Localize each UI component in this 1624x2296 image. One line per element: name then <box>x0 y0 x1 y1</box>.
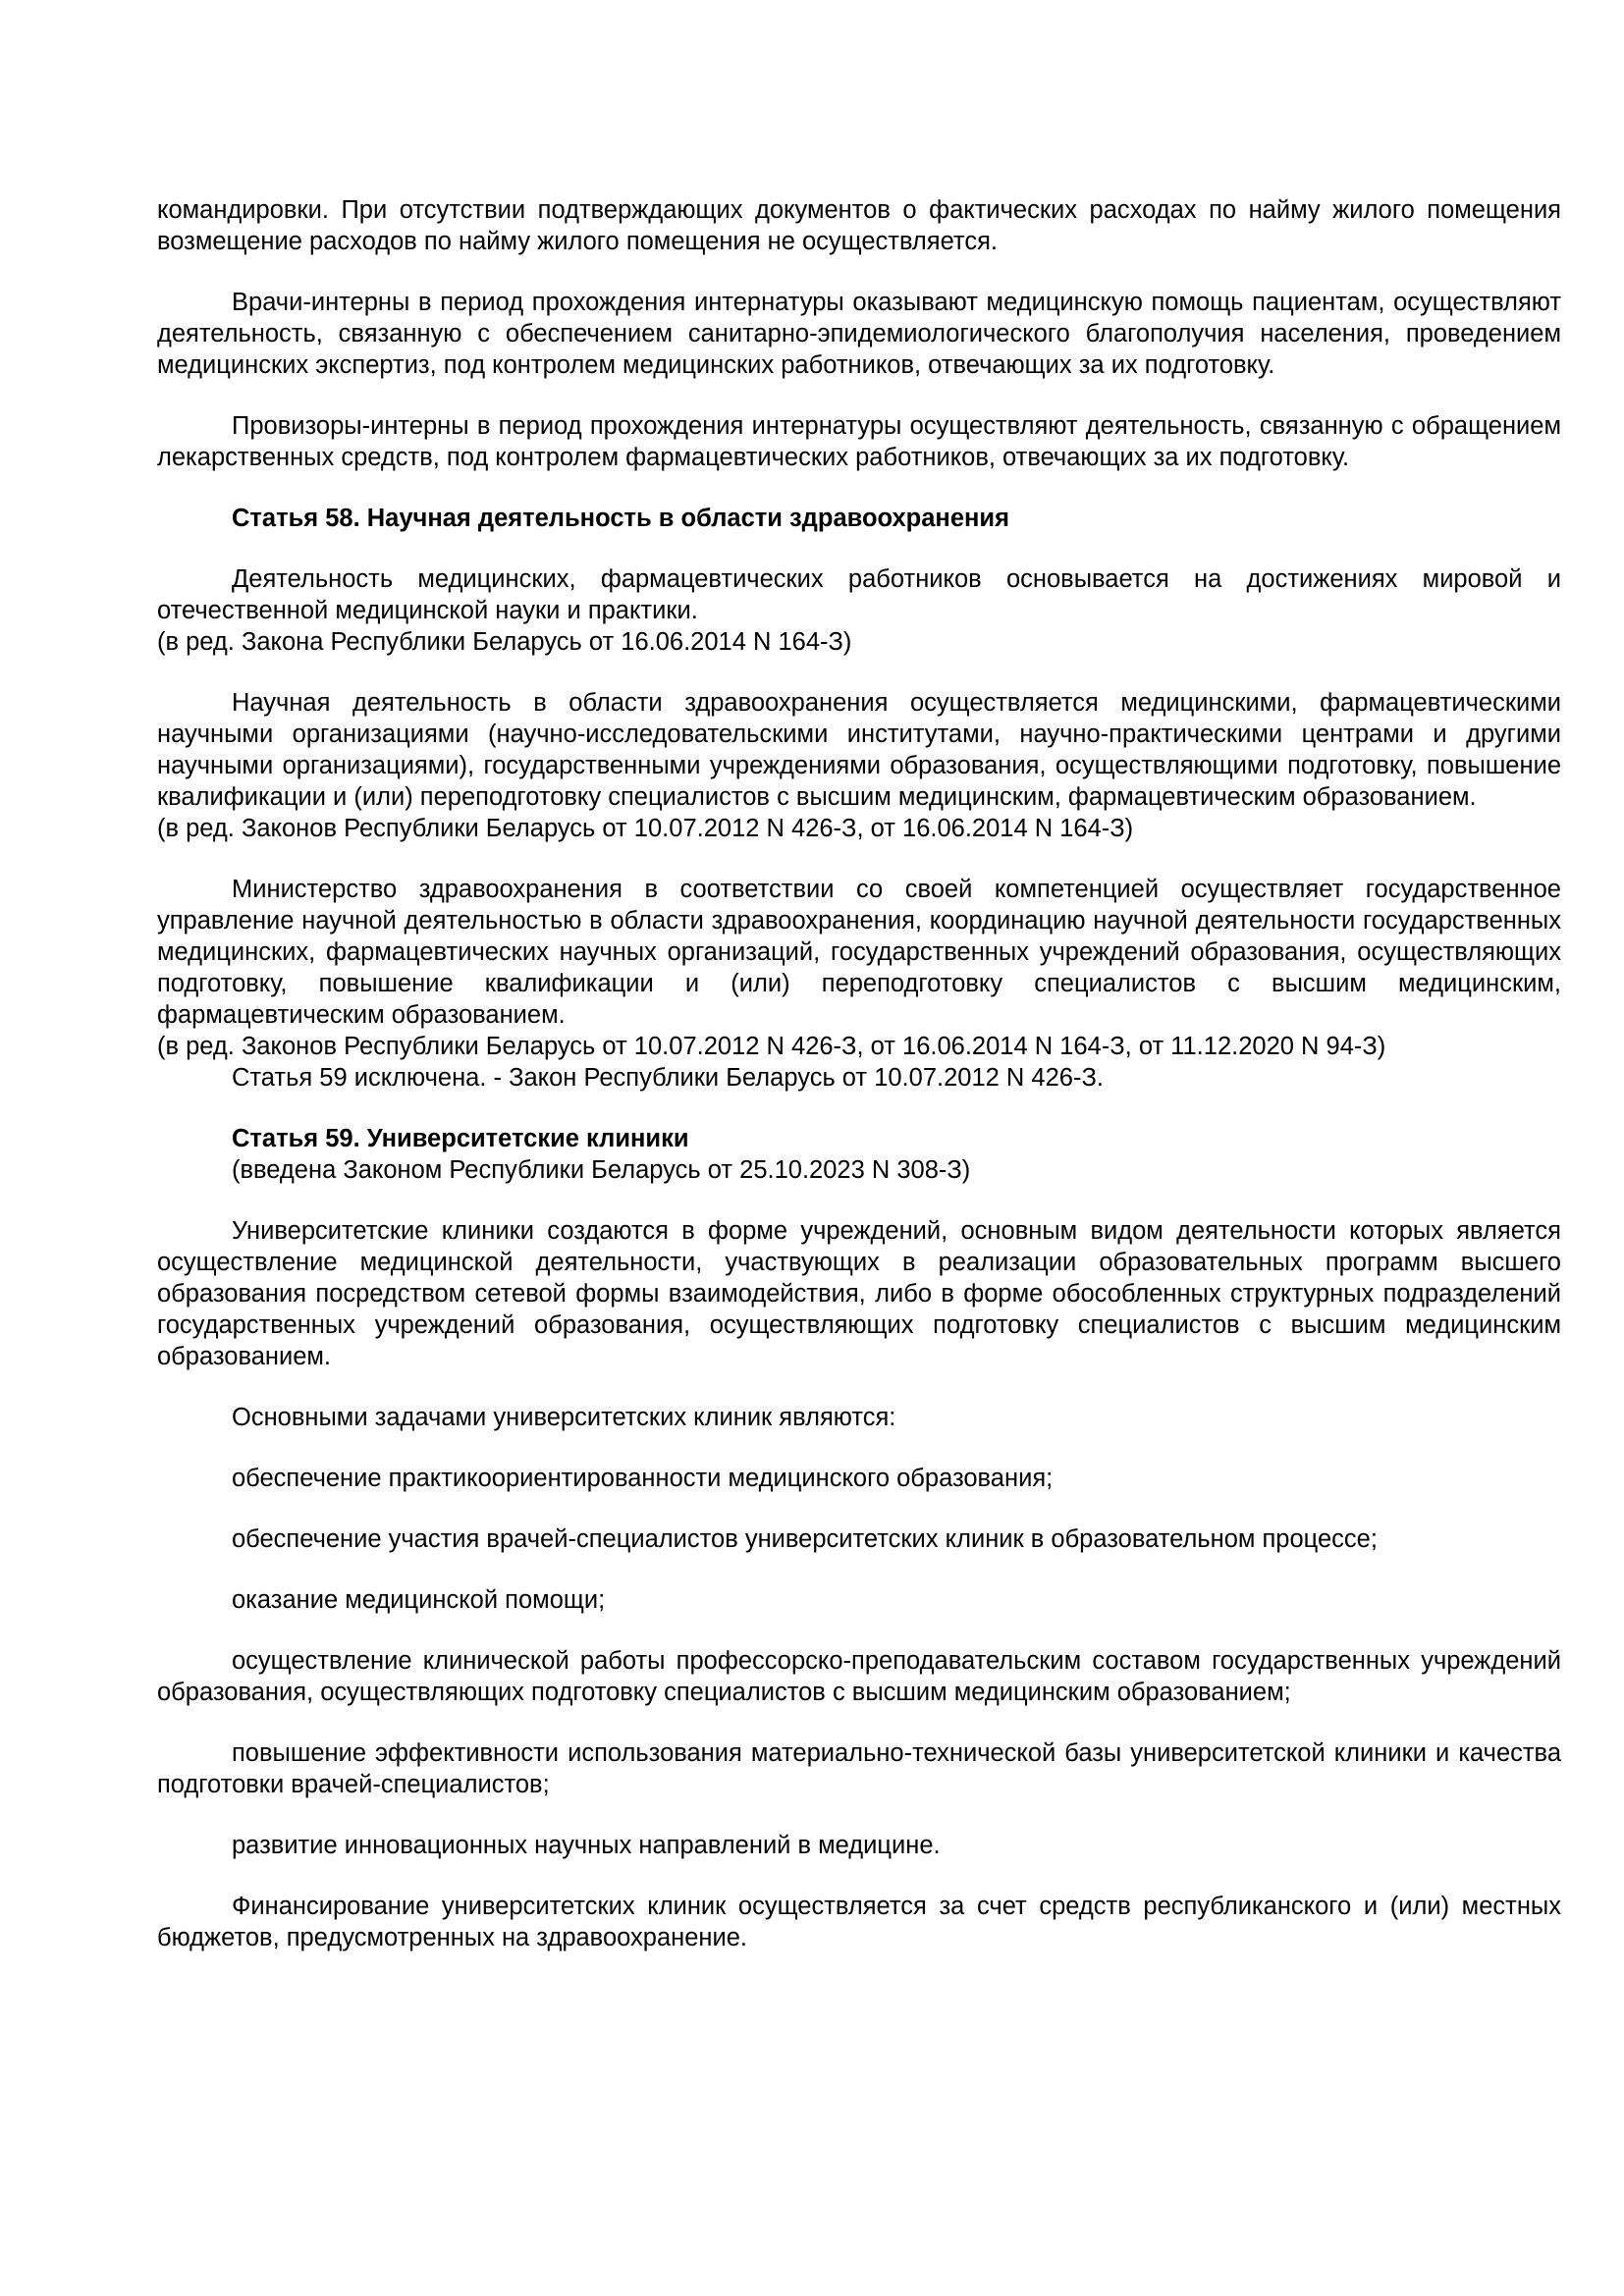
paragraph-scientific-organizations: Научная деятельность в области здравоохранения осуществляется медицинскими, фармацевтическими научными организациями (научно-исследовательскими институтами, научно-практическими центрами и другими научными организациями), государственными учреждениями образования, осуществляющими подготовку, повышение квалификации и (или) переподготовку специалистов с высшим медицинским, фармацевтическим образованием. <box>157 689 1561 811</box>
task-item: развитие инновационных научных направлений в медицине. <box>232 1832 941 1859</box>
task-item: осуществление клинической работы профессорско-преподавательским составом государственных учреждений образования, осуществляющих подготовку специалистов с высшим медицинским образованием; <box>157 1647 1561 1706</box>
article-58-heading: Статья 58. Научная деятельность в области здравоохранения <box>232 505 1009 532</box>
paragraph-intern-doctors: Врачи-интерны в период прохождения интернатуры оказывают медицинскую помощь пациентам, осуществляют деятельность, связанную с обеспечением санитарно-эпидемиологического благополучия населения, проведением медицинских экспертиз, под контролем медицинских работников, отвечающих за их подготовку. <box>157 289 1561 379</box>
amendment-note: (в ред. Закона Республики Беларусь от 16.06.2014 N 164-З) <box>157 628 852 656</box>
paragraph-main-tasks: Основными задачами университетских клиник являются: <box>232 1404 896 1431</box>
amendment-note: (в ред. Законов Республики Беларусь от 10.07.2012 N 426-З, от 16.06.2014 N 164-З) <box>157 815 1134 842</box>
paragraph-scientific-basis: Деятельность медицинских, фармацевтических работников основывается на достижениях мировой и отечественной медицинской науки и практики. <box>157 565 1561 624</box>
article-59-introduced-note: (введена Законом Республики Беларусь от 25.10.2023 N 308-З) <box>232 1156 971 1184</box>
paragraph-ministry-management: Министерство здравоохранения в соответствии со своей компетенцией осуществляет государственное управление научной деятельностью в области здравоохранения, координацию научной деятельности государственных медицинских, фармацевтических научных организаций, государственных учреждений образования, осуществляющих подготовку, повышение квалификации и (или) переподготовку специалистов с высшим медицинским, фармацевтическим образованием. <box>157 876 1561 1029</box>
task-item: обеспечение участия врачей-специалистов университетских клиник в образовательном процессе; <box>232 1525 1378 1553</box>
paragraph-financing: Финансирование университетских клиник осуществляется за счет средств республиканского и (или) местных бюджетов, предусмотренных на здравоохранение. <box>157 1893 1561 1951</box>
paragraph-university-clinics-form: Университетские клиники создаются в форме учреждений, основным видом деятельности которых является осуществление медицинской деятельности, участвующих в реализации образовательных программ высшего образования посредством сетевой формы взаимодействия, либо в форме обособленных структурных подразделений государственных учреждений образования, осуществляющих подготовку специалистов с высшим медицинским образованием. <box>157 1217 1561 1370</box>
paragraph-trip-expenses: командировки. При отсутствии подтверждающих документов о фактических расходах по найму жилого помещения возмещение расходов по найму жилого помещения не осуществляется. <box>157 196 1561 255</box>
task-item: оказание медицинской помощи; <box>232 1586 606 1614</box>
article-59-excluded-note: Статья 59 исключена. - Закон Республики Беларусь от 10.07.2012 N 426-З. <box>232 1064 1104 1092</box>
task-item: повышение эффективности использования материально-технической базы университетской клиники и качества подготовки врачей-специалистов; <box>157 1739 1561 1798</box>
amendment-note: (в ред. Законов Республики Беларусь от 10.07.2012 N 426-З, от 16.06.2014 N 164-З, от 11.12.2020 N 94-З) <box>157 1033 1386 1060</box>
task-item: обеспечение практикоориентированности медицинского образования; <box>232 1465 1054 1492</box>
article-59-heading: Статья 59. Университетские клиники <box>232 1125 689 1152</box>
document-page <box>157 194 1561 1953</box>
paragraph-intern-pharmacists: Провизоры-интерны в период прохождения интернатуры осуществляют деятельность, связанную с обращением лекарственных средств, под контролем фармацевтических работников, отвечающих за их подготовку. <box>157 412 1561 471</box>
